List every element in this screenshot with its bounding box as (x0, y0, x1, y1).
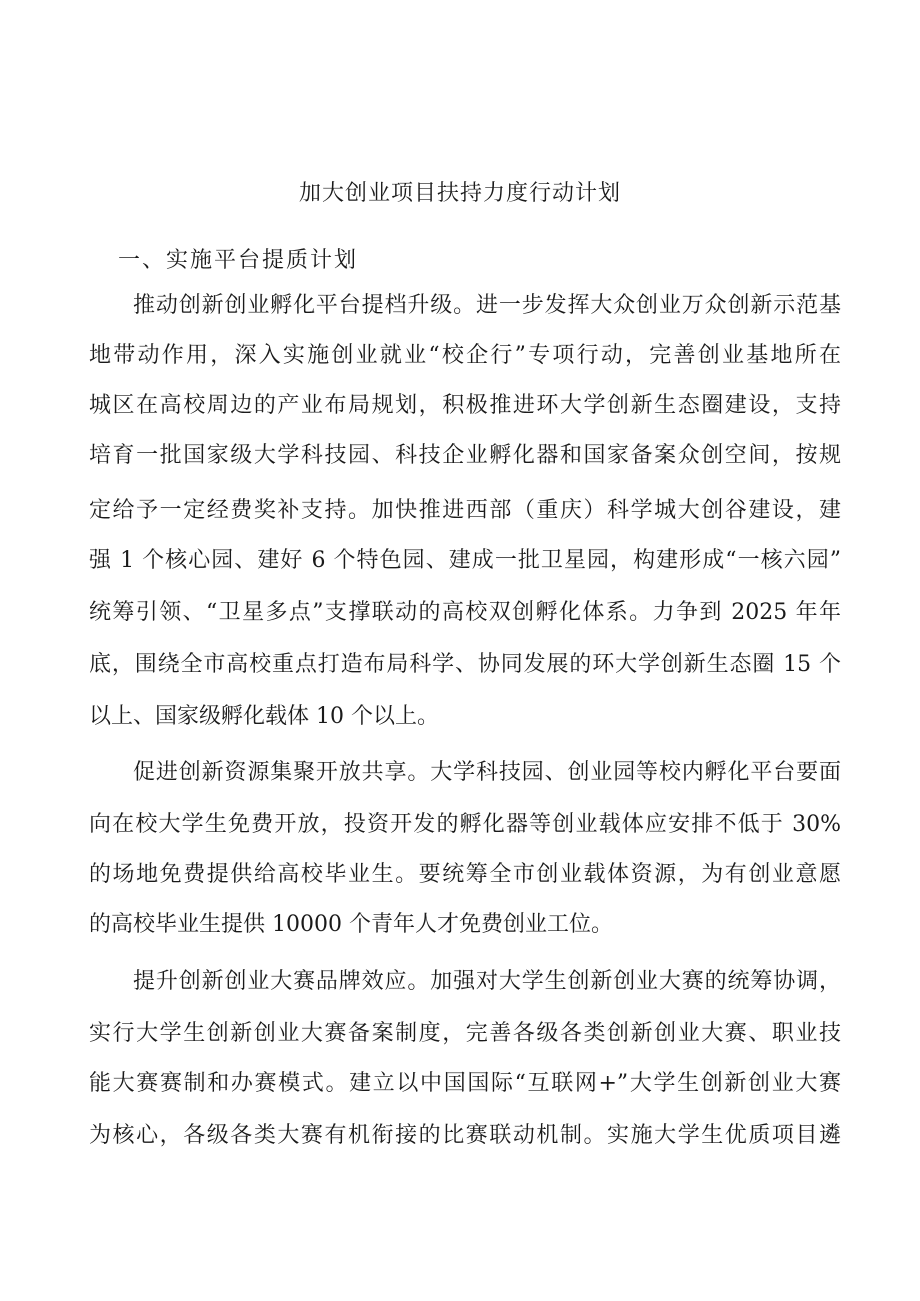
paragraph-line: 实行大学生创新创业大赛备案制度，完善各级各类创新创业大赛、职业技 (89, 1021, 841, 1046)
paragraph-line: 推动创新创业孵化平台提档升级。进一步发挥大众创业万众创新示范基 (133, 293, 841, 318)
paragraph-line: 能大赛赛制和办赛模式。建立以中国国际“互联网+”大学生创新创业大赛 (89, 1071, 841, 1096)
paragraph-line: 提升创新创业大赛品牌效应。加强对大学生创新创业大赛的统筹协调， (133, 969, 841, 994)
paragraph-line: 地带动作用，深入实施创业就业“校企行”专项行动，完善创业基地所在 (89, 343, 841, 368)
paragraph-line: 强 1 个核心园、建好 6 个特色园、建成一批卫星园，构建形成“一核六园” (89, 548, 841, 573)
paragraph-line: 的高校毕业生提供 10000 个青年人才免费创业工位。 (89, 912, 613, 937)
paragraph-line: 统筹引领、“卫星多点”支撑联动的高校双创孵化体系。力争到 2025 年年 (89, 600, 841, 625)
paragraph-line: 促进创新资源集聚开放共享。大学科技园、创业园等校内孵化平台要面 (133, 760, 841, 785)
document-title: 加大创业项目扶持力度行动计划 (298, 181, 621, 206)
paragraph-line: 以上、国家级孵化载体 10 个以上。 (89, 704, 439, 729)
paragraph-line: 为核心，各级各类大赛有机衔接的比赛联动机制。实施大学生优质项目遴 (89, 1123, 841, 1148)
paragraph-line: 底，围绕全市高校重点打造布局科学、协同发展的环大学创新生态圈 15 个 (89, 652, 841, 677)
section-heading: 一、实施平台提质计划 (118, 248, 359, 273)
paragraph-line: 向在校大学生免费开放，投资开发的孵化器等创业载体应安排不低于 30% (89, 812, 841, 837)
paragraph-line: 的场地免费提供给高校毕业生。要统筹全市创业载体资源，为有创业意愿 (89, 862, 841, 887)
paragraph-line: 定给予一定经费奖补支持。加快推进西部（重庆）科学城大创谷建设，建 (89, 498, 841, 523)
paragraph-line: 培育一批国家级大学科技园、科技企业孵化器和国家备案众创空间，按规 (89, 443, 841, 468)
paragraph-line: 城区在高校周边的产业布局规划，积极推进环大学创新生态圈建设，支持 (89, 393, 841, 418)
